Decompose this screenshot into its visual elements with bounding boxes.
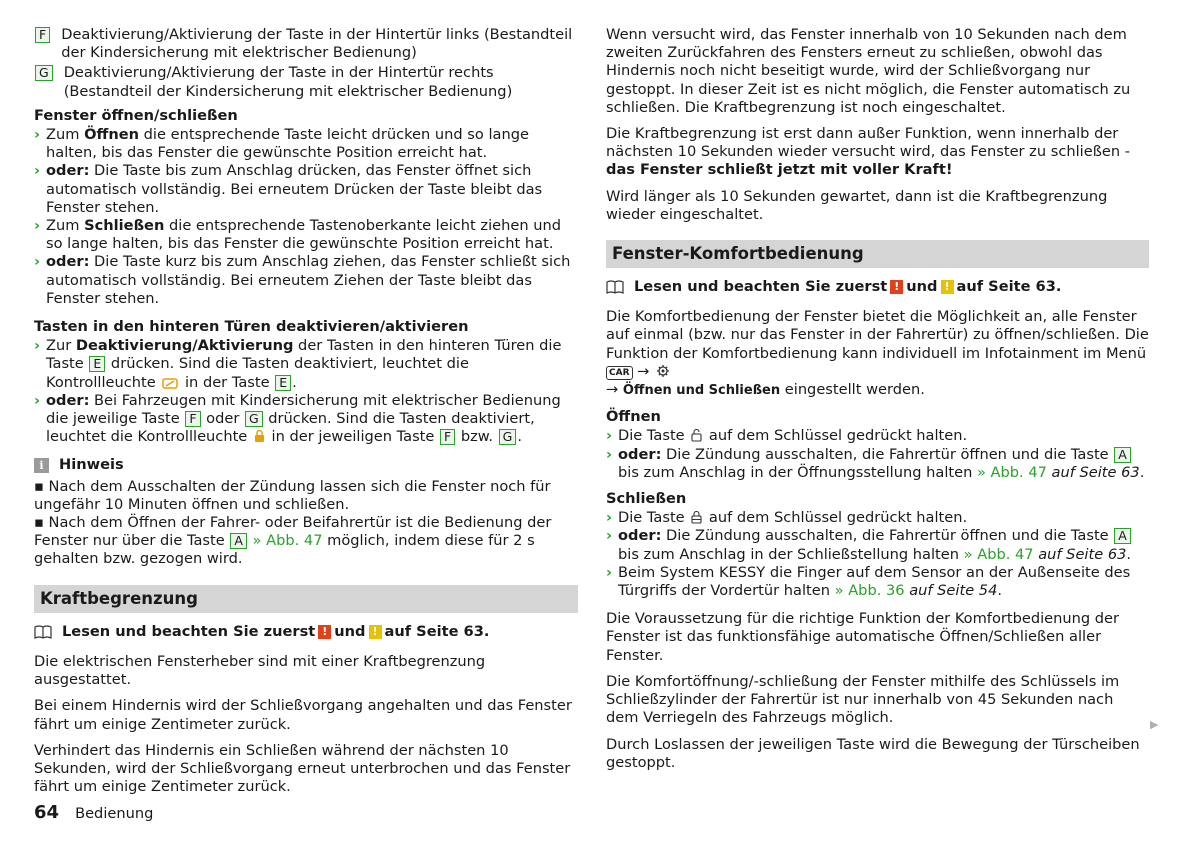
list-item bbox=[34, 392, 578, 447]
figure-link[interactable]: » Abb. 47 bbox=[247, 532, 323, 550]
section-header-komfortbedienung: Fenster-Komfortbedienung bbox=[606, 240, 1149, 268]
text-bold: oder: bbox=[46, 162, 90, 180]
list-item bbox=[34, 337, 578, 392]
text: bis zum Anschlag in der Schließstellung halten bbox=[618, 545, 959, 563]
text: Die Kraftbegrenzung ist erst dann außer Funktion, wenn innerhalb der nächsten 10 Sekunden wieder versucht wird, das Fenster zu schließen - bbox=[606, 125, 1131, 161]
hint-header bbox=[34, 456, 578, 474]
list-item bbox=[34, 162, 578, 217]
text: → bbox=[606, 381, 623, 399]
text: . bbox=[1139, 463, 1145, 481]
text: Die Taste kurz bis zum Anschlag ziehen, das Fenster schließt sich automatisch vollständig. Bei erneutem Ziehen der Taste bleibt das Fenster stehen. bbox=[46, 253, 571, 307]
page-ref: auf Seite 54 bbox=[904, 582, 998, 600]
list-item bbox=[34, 126, 578, 162]
text: eingestellt werden. bbox=[780, 381, 925, 399]
list-item bbox=[606, 446, 1149, 482]
arrow-bullet-icon: › bbox=[34, 253, 41, 271]
text: . bbox=[517, 428, 522, 446]
key-a-label: A bbox=[230, 533, 247, 549]
warning-yellow-icon: ! bbox=[941, 280, 954, 294]
figure-link[interactable]: » Abb. 47 bbox=[972, 463, 1047, 481]
text: Zur bbox=[46, 337, 76, 355]
list-item bbox=[606, 509, 1149, 527]
list-item bbox=[606, 427, 1149, 445]
warning-yellow-icon: ! bbox=[369, 625, 382, 639]
arrow-bullet-icon: › bbox=[606, 563, 613, 581]
text: . bbox=[292, 373, 297, 391]
text-bold: oder: bbox=[46, 391, 90, 409]
book-icon bbox=[606, 280, 624, 294]
text: Die Komfortbedienung der Fenster bietet die Möglichkeit an, alle Fenster auf einmal (bzw. nur das Fenster in der Fahrertür) zu öffnen/schließen. Die Funktion der Komfortbedienung kann individuell im Infotainment im Menü bbox=[606, 308, 1149, 362]
text: . bbox=[997, 582, 1003, 600]
continue-arrow-icon: ▶ bbox=[1150, 718, 1159, 731]
text: → bbox=[632, 362, 655, 380]
text-bold: das Fenster schließt jetzt mit voller Kraft! bbox=[606, 161, 953, 179]
paragraph bbox=[606, 308, 1149, 400]
legend-item-g bbox=[34, 64, 578, 100]
legend-item-f bbox=[34, 26, 578, 62]
list-item bbox=[606, 564, 1149, 600]
text: Lesen und beachten Sie zuerst bbox=[62, 622, 316, 640]
text: oder bbox=[201, 410, 244, 428]
text: Lesen und beachten Sie zuerst bbox=[634, 278, 888, 296]
text: möglich, indem diese für 2 s gehalten bzw. gezogen wird. bbox=[34, 532, 535, 568]
text: und bbox=[906, 278, 938, 296]
text-bold: oder: bbox=[46, 253, 90, 271]
section-header-kraftbegrenzung: Kraftbegrenzung bbox=[34, 585, 578, 613]
text: auf dem Schlüssel gedrückt halten. bbox=[704, 509, 968, 527]
paragraph: Die elektrischen Fensterheber sind mit einer Kraftbegrenzung ausgestattet. bbox=[34, 652, 486, 689]
arrow-bullet-icon: › bbox=[34, 126, 41, 144]
open-close-heading: Fenster öffnen/schließen bbox=[34, 106, 238, 124]
key-g-label: G bbox=[245, 411, 263, 427]
arrow-bullet-icon: › bbox=[34, 337, 41, 355]
key-f-label: F bbox=[185, 411, 200, 427]
page-footer bbox=[34, 804, 153, 823]
left-column bbox=[34, 26, 578, 804]
paragraph: Durch Loslassen der jeweiligen Taste wird die Bewegung der Türscheiben gestoppt. bbox=[606, 735, 1140, 771]
list-item bbox=[34, 217, 578, 253]
arrow-bullet-icon: › bbox=[34, 162, 41, 180]
paragraph bbox=[606, 125, 1149, 180]
book-icon bbox=[34, 625, 52, 639]
text: die entsprechende Tastenoberkante leicht ziehen und so lange halten, bis das Fenster die gewünschte Position erreicht hat. bbox=[46, 217, 561, 253]
arrow-bullet-icon: › bbox=[34, 391, 41, 409]
text: die entsprechende Taste leicht drücken und so lange halten, bis das Fenster die gewünschte Position erreicht hat. bbox=[46, 126, 529, 162]
page-ref: auf Seite 63 bbox=[1033, 545, 1127, 563]
text: bis zum Anschlag in der Öffnungsstellung halten bbox=[618, 463, 973, 481]
arrow-bullet-icon: › bbox=[606, 509, 613, 527]
text: ▪ Nach dem Öffnen der Fahrer- oder Beifahrertür ist die Bedienung der Fenster nur über die Taste bbox=[34, 514, 552, 550]
text: Die Zündung ausschalten, die Fahrertür öffnen und die Taste bbox=[661, 527, 1114, 545]
text-bold: oder: bbox=[618, 445, 662, 463]
close-heading: Schließen bbox=[606, 490, 687, 508]
key-e-label: E bbox=[275, 375, 291, 391]
page-ref: auf Seite 63 bbox=[1046, 463, 1140, 481]
text: in der Taste bbox=[180, 373, 275, 391]
hint-item bbox=[34, 514, 578, 569]
legend-g-text: Deaktivierung/Aktivierung der Taste in der Hintertür rechts (Bestandteil der Kindersicherung mit elektrischer Bedienung) bbox=[63, 64, 513, 100]
key-g-label: G bbox=[499, 429, 517, 445]
text: auf dem Schlüssel gedrückt halten. bbox=[704, 427, 968, 445]
text-bold: Schließen bbox=[84, 217, 165, 235]
open-heading: Öffnen bbox=[606, 408, 661, 426]
text: Zum bbox=[46, 217, 85, 235]
text: Die Taste bbox=[618, 509, 690, 527]
lock-key-icon bbox=[691, 511, 702, 524]
text: der Tasten in den hinteren Türen die Taste bbox=[46, 337, 562, 373]
gear-icon bbox=[656, 364, 670, 378]
indicator-lamp-icon bbox=[162, 377, 178, 389]
read-first-note bbox=[34, 623, 578, 641]
read-first-note bbox=[606, 278, 1149, 296]
text: bzw. bbox=[456, 428, 498, 446]
hint-item: ▪ Nach dem Ausschalten der Zündung lassen sich die Fenster noch für ungefähr 10 Minuten öffnen und schließen. bbox=[34, 477, 551, 513]
paragraph: Verhindert das Hindernis ein Schließen während der nächsten 10 Sekunden, wird der Schließvorgang erneut unterbrochen und das Fenster fährt um einige Zentimeter zurück. bbox=[34, 741, 571, 796]
menu-path: Öffnen und Schließen bbox=[622, 383, 781, 399]
page-number: 64 bbox=[34, 802, 60, 823]
info-icon: i bbox=[34, 458, 49, 473]
legend-f-text: Deaktivierung/Aktivierung der Taste in der Hintertür links (Bestandteil der Kindersicherung mit elektrischer Bedienung) bbox=[61, 26, 573, 62]
text: Bei Fahrzeugen mit Kindersicherung mit elektrischer Bedienung die jeweilige Taste bbox=[46, 391, 561, 428]
arrow-bullet-icon: › bbox=[606, 527, 613, 545]
arrow-bullet-icon: › bbox=[34, 217, 41, 235]
text: in der jeweiligen Taste bbox=[266, 428, 440, 446]
paragraph: Die Komfortöffnung/-schließung der Fenster mithilfe des Schlüssels im Schließzylinder der Fahrertür ist nur innerhalb von 45 Sekunden nach dem Verriegeln des Fahrzeugs möglich. bbox=[606, 672, 1120, 727]
text: Zum bbox=[46, 126, 85, 144]
unlock-key-icon bbox=[691, 429, 702, 442]
hint-title: Hinweis bbox=[59, 456, 124, 474]
key-f-label: F bbox=[35, 27, 50, 43]
arrow-bullet-icon: › bbox=[606, 445, 613, 463]
warning-red-icon: ! bbox=[318, 625, 331, 639]
paragraph: Wenn versucht wird, das Fenster innerhalb von 10 Sekunden nach dem zweiten Zurückfahren des Fensters erneut zu schließen, obwohl das Hindernis noch nicht beseitigt wurde, wird der Schließvorgang nur gestoppt. In dieser Zeit ist es nicht möglich, die Fenster automatisch zu schließen. Die Kraftbegrenzung ist noch eingeschaltet. bbox=[606, 26, 1131, 116]
car-menu-icon: CAR bbox=[606, 366, 633, 380]
key-g-label: G bbox=[35, 65, 53, 81]
paragraph: Die Voraussetzung für die richtige Funktion der Komfortbedienung der Fenster ist das funktionsfähige automatische Öffnen/Schließen aller Fenster. bbox=[606, 610, 1120, 664]
text-bold: Öffnen bbox=[84, 126, 140, 144]
text: drücken. Sind die Tasten deaktiviert, leuchtet die Kontrollleuchte bbox=[46, 410, 535, 446]
arrow-bullet-icon: › bbox=[606, 427, 613, 445]
key-f-label: F bbox=[440, 429, 455, 445]
key-e-label: E bbox=[89, 356, 105, 372]
text: und bbox=[334, 622, 366, 640]
text: Beim System KESSY die Finger auf dem Sensor an der Außenseite des Türgriffs der Vordertür halten bbox=[618, 563, 1131, 600]
warning-red-icon: ! bbox=[890, 280, 903, 294]
text: auf Seite 63. bbox=[956, 278, 1062, 296]
chapter-title: Bedienung bbox=[75, 805, 154, 822]
text: drücken. Sind die Tasten deaktiviert, leuchtet die Kontrollleuchte bbox=[46, 355, 469, 391]
text: Die Taste bbox=[618, 427, 690, 445]
child-lock-lamp-icon bbox=[254, 430, 265, 443]
list-item bbox=[34, 253, 578, 308]
text-bold: oder: bbox=[618, 527, 662, 545]
list-item bbox=[606, 527, 1149, 563]
text: Die Taste bis zum Anschlag drücken, das Fenster öffnet sich automatisch vollständig. Bei erneutem Drücken der Taste bleibt das Fenster stehen. bbox=[46, 162, 543, 216]
paragraph: Bei einem Hindernis wird der Schließvorgang angehalten und das Fenster fährt um einige Zentimeter zurück. bbox=[34, 697, 572, 733]
text: auf Seite 63. bbox=[384, 622, 490, 640]
rear-doors-heading: Tasten in den hinteren Türen deaktivieren/aktivieren bbox=[34, 318, 469, 336]
paragraph: Wird länger als 10 Sekunden gewartet, dann ist die Kraftbegrenzung wieder eingeschaltet. bbox=[606, 187, 1108, 223]
text: Die Zündung ausschalten, die Fahrertür öffnen und die Taste bbox=[661, 445, 1114, 463]
key-a-label: A bbox=[1114, 447, 1131, 463]
text: . bbox=[1126, 545, 1132, 563]
key-a-label: A bbox=[1114, 528, 1131, 544]
text-bold: Deaktivierung/Aktivierung bbox=[75, 337, 294, 355]
figure-link[interactable]: » Abb. 36 bbox=[829, 582, 905, 600]
right-column bbox=[606, 26, 1149, 780]
figure-link[interactable]: » Abb. 47 bbox=[959, 545, 1034, 563]
